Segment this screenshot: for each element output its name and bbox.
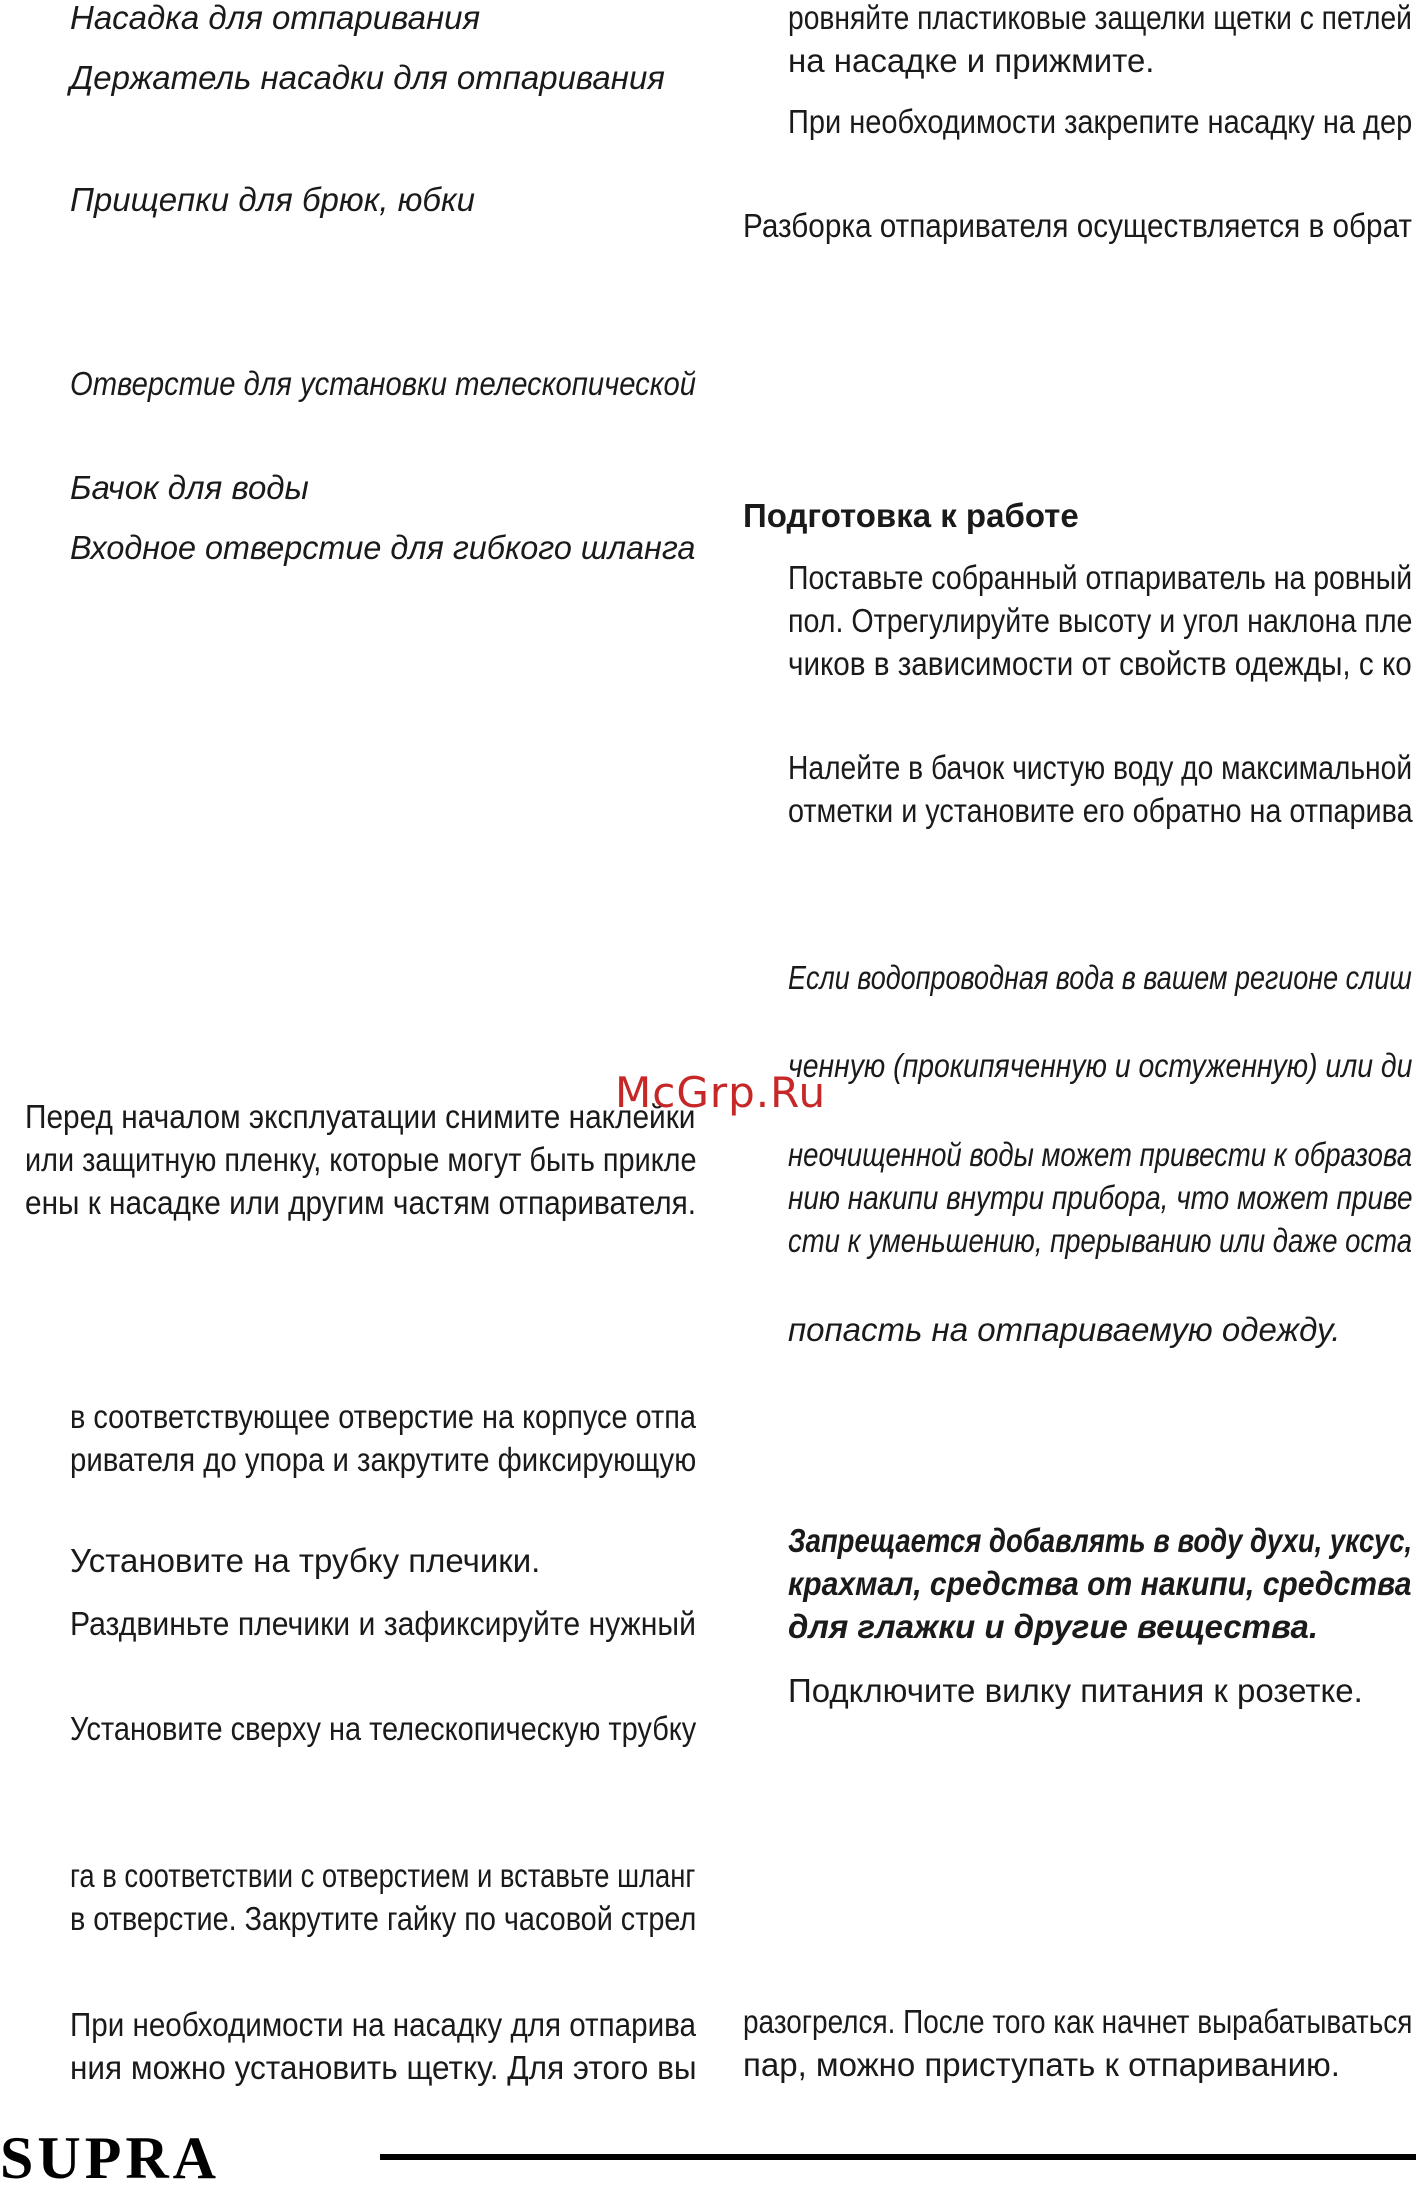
warning-line: или защитную пленку, которые могут быть прикле <box>25 1141 697 1178</box>
part-label: Бачок для воды <box>70 469 309 506</box>
brush-line: на насадке и прижмите. <box>788 42 1155 79</box>
brand-logo: SUPRA <box>0 2125 221 2191</box>
part-label: Входное отверстие для гибкого шланга <box>70 529 696 566</box>
final-line: разогрелся. После того как начнет вырабатываться <box>743 2003 1413 2040</box>
water-note-line: нию накипи внутри прибора, что может приве <box>788 1179 1413 1216</box>
assembly-line: Установите сверху на телескопическую трубку <box>70 1710 697 1747</box>
warning-line: Перед началом эксплуатации снимите наклейки <box>25 1098 696 1135</box>
water-note-line: ченную (прокипяченную и остуженную) или ди <box>788 1047 1413 1084</box>
brush-line: ровняйте пластиковые защелки щетки с петлей <box>788 0 1412 36</box>
prohibition-line: Запрещается добавлять в воду духи, уксус, <box>788 1522 1413 1559</box>
prohibition-line: для глажки и другие вещества. <box>788 1608 1319 1645</box>
prohibition-line: крахмал, средства от накипи, средства <box>788 1565 1412 1602</box>
assembly-line: в отверстие. Закрутите гайку по часовой стрел <box>70 1900 697 1937</box>
final-line: пар, можно приступать к отпариванию. <box>743 2046 1340 2083</box>
water-note-line: Если водопроводная вода в вашем регионе слиш <box>788 959 1412 996</box>
disassembly-line: Разборка отпаривателя осуществляется в обрат <box>743 207 1413 244</box>
preparation-line: пол. Отрегулируйте высоту и угол наклона пле <box>788 602 1413 639</box>
assembly-line: га в соответствии с отверстием и вставьте шланг <box>70 1857 696 1894</box>
assembly-line: Установите на трубку плечики. <box>70 1542 541 1579</box>
plug-in-line: Подключите вилку питания к розетке. <box>788 1672 1363 1709</box>
part-label: Держатель насадки для отпаривания <box>70 59 665 96</box>
part-label: Отверстие для установки телескопической <box>70 365 696 402</box>
watermark: McGrp.Ru <box>615 1068 827 1117</box>
part-label: Прищепки для брюк, юбки <box>70 181 475 218</box>
warning-line: ены к насадке или другим частям отпаривателя. <box>25 1184 697 1221</box>
assembly-line: Раздвиньте плечики и зафиксируйте нужный <box>70 1605 696 1642</box>
water-note-line: попасть на отпариваемую одежду. <box>788 1311 1341 1348</box>
preparation-line: чиков в зависимости от свойств одежды, с ко <box>788 645 1412 682</box>
preparation-line: отметки и установите его обратно на отпарива <box>788 792 1413 829</box>
assembly-line: ния можно установить щетку. Для этого вы <box>70 2049 697 2086</box>
water-note-line: сти к уменьшению, прерыванию или даже оста <box>788 1222 1413 1259</box>
footer-rule <box>380 2154 1416 2160</box>
assembly-line: ривателя до упора и закрутите фиксирующую <box>70 1441 697 1478</box>
preparation-line: Налейте в бачок чистую воду до максимальной <box>788 749 1413 786</box>
assembly-line: в соответствующее отверстие на корпусе отпа <box>70 1398 696 1435</box>
assembly-line: При необходимости на насадку для отпарива <box>70 2006 696 2043</box>
water-note-line: неочищенной воды может привести к образова <box>788 1136 1413 1173</box>
section-heading: Подготовка к работе <box>743 497 1079 534</box>
brush-line: При необходимости закрепите насадку на дер <box>788 103 1413 140</box>
part-label: Насадка для отпаривания <box>70 0 481 36</box>
preparation-line: Поставьте собранный отпариватель на ровный <box>788 559 1413 596</box>
